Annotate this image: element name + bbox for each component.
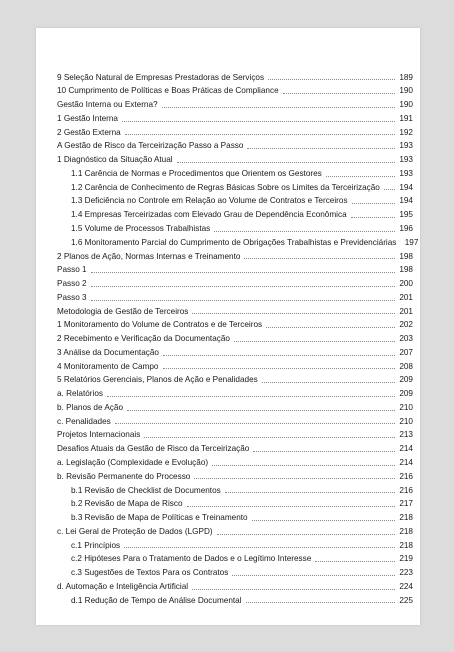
toc-entry (57, 330, 413, 344)
toc-entry (57, 536, 413, 550)
toc-entry (57, 151, 413, 165)
toc-entry (57, 440, 413, 454)
dot-leader (351, 217, 395, 218)
toc-entry-title: c.1 Princípios (71, 540, 121, 550)
toc-entry-page-number: 197 (404, 237, 419, 247)
toc-entry (57, 398, 413, 412)
dot-leader (252, 520, 395, 521)
toc-entry (57, 343, 413, 357)
dot-leader (187, 506, 395, 507)
toc-entry (57, 288, 413, 302)
toc-entry-page-number: 207 (399, 347, 413, 357)
dot-leader (91, 272, 395, 273)
toc-entry-page-number: 218 (399, 540, 413, 550)
dot-leader (192, 313, 395, 314)
toc-entry-title: c.2 Hipóteses Para o Tratamento de Dados e o Legítimo Interesse (71, 554, 312, 564)
toc-entry-page-number: 213 (399, 430, 413, 440)
toc-entry-page-number: 214 (399, 458, 413, 467)
toc-entry-title: 1.4 Empresas Terceirizadas com Elevado Grau de Dependência Econômica (71, 210, 347, 220)
toc-entry-page-number: 209 (399, 389, 413, 399)
toc-entry-page-number: 214 (399, 444, 413, 454)
dot-leader (315, 561, 395, 562)
dot-leader (91, 300, 395, 301)
toc-entry-page-number: 202 (399, 320, 413, 330)
toc-entry-title: 10 Cumprimento de Políticas e Boas Práticas de Compliance (57, 86, 279, 96)
toc-entry (57, 178, 413, 192)
dot-leader (253, 451, 395, 452)
dot-leader (212, 465, 395, 466)
toc-entry (57, 495, 413, 509)
dot-leader (122, 121, 395, 122)
dot-leader (225, 492, 395, 493)
toc-entry-page-number: 201 (399, 306, 413, 316)
toc-entry-title: 2 Recebimento e Verificação da Documentação (57, 334, 230, 344)
dot-leader (127, 410, 395, 411)
dot-leader (124, 547, 395, 548)
dot-leader (115, 423, 395, 424)
toc-entry-page-number: 210 (399, 416, 413, 426)
dot-leader (326, 176, 395, 177)
toc-entry-title: c. Lei Geral de Proteção de Dados (LGPD) (57, 526, 213, 536)
toc-entry-page-number: 208 (399, 361, 413, 371)
toc-entry-title: b. Planos de Ação (57, 402, 124, 412)
dot-leader (262, 382, 395, 383)
toc-entry-title: A Gestão de Risco da Terceirização Passo a Passo (57, 141, 244, 151)
toc-entry-page-number: 201 (399, 292, 413, 302)
toc-entry-page-number: 194 (399, 196, 413, 206)
toc-entry (57, 467, 413, 481)
toc-entry-page-number: 196 (399, 223, 413, 233)
table-of-contents (57, 68, 419, 605)
toc-entry-title: b.3 Revisão de Mapa de Políticas e Treinamento (71, 513, 248, 523)
toc-entry (57, 82, 413, 96)
toc-entry (57, 192, 413, 206)
toc-entry-page-number: 189 (399, 72, 413, 82)
toc-entry-title: Desafios Atuais da Gestão de Risco da Terceirização (57, 444, 250, 454)
toc-entry-title: 4 Monitoramento de Campo (57, 361, 159, 371)
toc-entry-page-number: 192 (399, 127, 413, 137)
toc-entry (57, 316, 413, 330)
toc-entry-title: 1.1 Carência de Normas e Procedimentos que Orientem os Gestores (71, 168, 322, 178)
dot-leader (217, 534, 395, 535)
toc-entry-title: d.1 Redução de Tempo de Análise Documental (71, 595, 242, 605)
toc-entry (57, 385, 413, 399)
toc-entry-title: b.2 Revisão de Mapa de Risco (71, 499, 183, 509)
toc-entry (57, 591, 413, 605)
toc-entry-page-number: 198 (399, 265, 413, 275)
document-page (36, 28, 420, 625)
toc-entry-title: 1.6 Monitoramento Parcial do Cumprimento de Obrigações Trabalhistas e Previdenciárias (71, 237, 397, 247)
toc-entry-page-number: 190 (399, 86, 413, 96)
toc-entry-page-number: 193 (399, 141, 413, 151)
toc-entry-page-number: 218 (399, 513, 413, 523)
toc-entry-title: c.3 Sugestões de Textos Para os Contratos (71, 568, 229, 578)
toc-entry-page-number: 219 (399, 554, 413, 564)
dot-leader (192, 589, 395, 590)
toc-entry (57, 233, 419, 247)
toc-entry-title: 3 Análise da Documentação (57, 347, 159, 357)
toc-entry (57, 247, 413, 261)
dot-leader (232, 575, 395, 576)
toc-entry-page-number: 224 (399, 581, 413, 591)
dot-leader (268, 79, 395, 80)
toc-entry-page-number: 216 (399, 485, 413, 495)
toc-entry (57, 219, 413, 233)
toc-entry-page-number: 193 (399, 168, 413, 178)
toc-entry-title: 2 Gestão Externa (57, 127, 121, 137)
toc-entry-title: 1.5 Volume de Processos Trabalhistas (71, 223, 211, 233)
dot-leader (144, 437, 395, 438)
toc-entry-page-number: 203 (399, 334, 413, 344)
toc-entry-title: Passo 3 (57, 292, 87, 302)
toc-entry (57, 96, 413, 110)
toc-entry (57, 302, 413, 316)
dot-leader (246, 602, 395, 603)
dot-leader (177, 162, 395, 163)
toc-entry-title: 5 Relatórios Gerenciais, Planos de Ação e Penalidades (57, 375, 258, 385)
toc-entry-page-number: 200 (399, 279, 413, 289)
toc-entry-title: Passo 2 (57, 279, 87, 289)
toc-entry-title: d. Automação e Inteligência Artificial (57, 581, 189, 591)
toc-entry-page-number: 194 (399, 182, 413, 192)
toc-entry-page-number: 190 (399, 100, 413, 110)
toc-entry-title: 1 Monitoramento do Volume de Contratos e de Terceiros (57, 320, 263, 330)
dot-leader (163, 368, 396, 369)
toc-entry (57, 577, 413, 591)
toc-entry (57, 453, 413, 467)
toc-entry-title: b.1 Revisão de Checklist de Documentos (71, 485, 221, 495)
toc-entry-page-number: 209 (399, 375, 413, 385)
toc-entry-title: 1.2 Carência de Conhecimento de Regras Básicas Sobre os Limites da Terceirização (71, 182, 380, 192)
toc-entry (57, 357, 413, 371)
toc-entry-title: a. Legislação (Complexidade e Evolução) (57, 458, 209, 467)
toc-entry-title: a. Relatórios (57, 389, 103, 399)
toc-entry (57, 206, 413, 220)
dot-leader (384, 189, 395, 190)
toc-entry-page-number: 210 (399, 402, 413, 412)
toc-entry-title: Projetos Internacionais (57, 430, 141, 440)
dot-leader (214, 231, 395, 232)
toc-entry-title: Metodologia de Gestão de Terceiros (57, 306, 189, 316)
toc-entry (57, 522, 413, 536)
toc-entry (57, 274, 413, 288)
dot-leader (162, 107, 395, 108)
toc-entry-page-number: 217 (399, 499, 413, 509)
dot-leader (352, 203, 395, 204)
toc-entry (57, 509, 413, 523)
dot-leader (244, 258, 395, 259)
toc-entry (57, 371, 413, 385)
toc-entry (57, 109, 413, 123)
toc-entry (57, 481, 413, 495)
dot-leader (91, 286, 395, 287)
toc-entry (57, 261, 413, 275)
toc-entry (57, 426, 413, 440)
dot-leader (234, 341, 395, 342)
toc-entry-page-number: 198 (399, 251, 413, 261)
toc-entry (57, 137, 413, 151)
toc-entry-page-number: 193 (399, 155, 413, 165)
toc-entry-page-number: 223 (399, 568, 413, 578)
toc-entry-title: Passo 1 (57, 265, 87, 275)
dot-leader (266, 327, 395, 328)
toc-entry (57, 412, 413, 426)
dot-leader (283, 93, 395, 94)
dot-leader (125, 134, 395, 135)
toc-entry-title: 1 Gestão Interna (57, 113, 118, 123)
toc-entry (57, 164, 413, 178)
toc-entry-page-number: 218 (399, 526, 413, 536)
toc-entry-title: b. Revisão Permanente do Processo (57, 471, 191, 481)
dot-leader (194, 478, 395, 479)
toc-entry-title: c. Penalidades (57, 416, 111, 426)
toc-entry (57, 564, 413, 578)
toc-entry (57, 550, 413, 564)
toc-entry-page-number: 191 (399, 113, 413, 123)
dot-leader (163, 355, 395, 356)
toc-entry-title: 9 Seleção Natural de Empresas Prestadoras de Serviços (57, 72, 265, 82)
toc-entry-title: 1 Diagnóstico da Situação Atual (57, 155, 173, 165)
toc-entry-title: Gestão Interna ou Externa? (57, 100, 158, 110)
dot-leader (107, 396, 395, 397)
toc-entry-page-number: 225 (399, 595, 413, 605)
dot-leader (247, 148, 395, 149)
toc-entry-page-number: 195 (399, 210, 413, 220)
toc-entry-page-number: 216 (399, 471, 413, 481)
toc-entry (57, 123, 413, 137)
toc-entry-title: 1.3 Deficiência no Controle em Relação ao Volume de Contratos e Terceiros (71, 196, 348, 206)
toc-entry (57, 68, 413, 82)
toc-entry-title: 2 Planos de Ação, Normas Internas e Treinamento (57, 251, 241, 261)
